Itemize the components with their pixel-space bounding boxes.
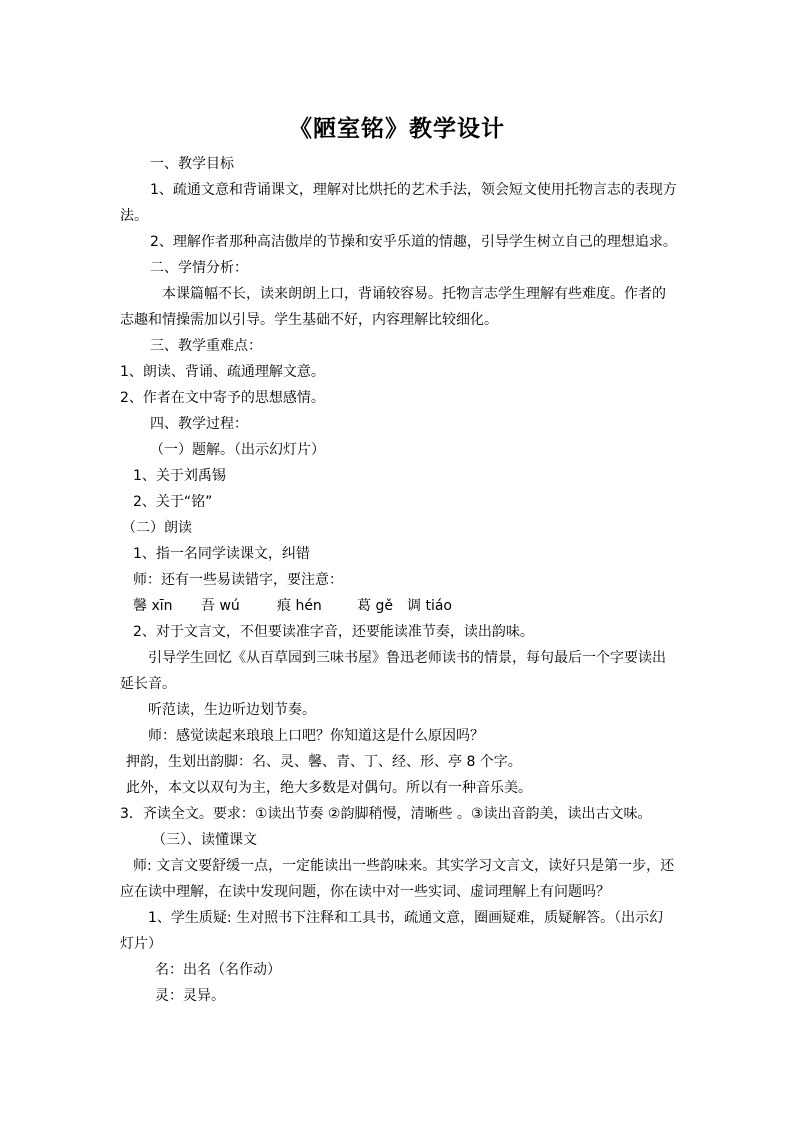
text-line: 师：还有一些易读错字，要注意： (133, 572, 343, 588)
pinyin-item: 调 tiáo (407, 598, 452, 614)
pinyin-item: 吾 wú (201, 598, 240, 614)
text-line: 志趣和情操需加以引导。学生基础不好，内容理解比较细化。 (120, 312, 498, 328)
text-line: 四、教学过程： (150, 416, 248, 432)
text-line: 1、疏通文意和背诵课文，理解对比烘托的艺术手法，领会短文使用托物言志的表现方 (150, 182, 677, 198)
text-line: 三、教学重难点： (150, 338, 262, 354)
text-line: 1、朗读、背诵、疏通理解文意。 (120, 364, 325, 380)
text-line: 2、关于“铭” (133, 494, 213, 510)
document-title: 《陋室铭》教学设计 (289, 116, 505, 142)
text-line: 2、对于文言文，不但要读准字音，还要能读准节奏，读出韵味。 (133, 624, 534, 640)
text-line: 引导学生回忆《从百草园到三味书屋》鲁迅老师读书的情景，每句最后一个字要读出 (148, 650, 666, 666)
pinyin-item: 馨 xīn (133, 598, 173, 614)
text-line: 押韵，生划出韵脚：名、灵、馨、青、丁、经、形、亭 8 个字。 (126, 754, 522, 770)
pinyin-item: 葛 gě (357, 598, 393, 614)
text-line: 二、学情分析： (150, 260, 248, 276)
text-line: 延长音。 (120, 676, 176, 692)
pinyin-item: 痕 hén (277, 598, 322, 614)
text-line: 名：出名（名作动） (155, 962, 281, 978)
text-line: 3．齐读全文。要求：①读出节奏 ②韵脚稍慢，清晰些 。③读出音韵美，读出古文味。 (120, 806, 652, 822)
text-line: 听范读，生边听边划节奏。 (148, 702, 316, 718)
text-line: 1、关于刘禹锡 (133, 468, 226, 484)
text-line: 应在读中理解，在读中发现问题，你在读中对一些实词、虚词理解上有问题吗？ (120, 884, 610, 900)
text-line: 一、教学目标 (150, 156, 234, 172)
text-line: 本课篇幅不长，读来朗朗上口，背诵较容易。托物言志学生理解有些难度。作者的 (162, 286, 666, 302)
text-line: 2、作者在文中寄予的思想感情。 (120, 390, 325, 406)
text-line: 灵：灵异。 (155, 988, 225, 1004)
text-line: （二）朗读 (122, 520, 192, 536)
text-line: 灯片） (120, 936, 162, 952)
text-line: （三）、读懂课文 (152, 832, 257, 848)
pinyin-row (133, 596, 452, 616)
text-line: 1、指一名同学读课文，纠错 (133, 546, 310, 562)
text-line: 师：感觉读起来琅琅上口吧？你知道这是什么原因吗？ (148, 728, 484, 744)
text-line: 2、理解作者那种高洁傲岸的节操和安乎乐道的情趣，引导学生树立自己的理想追求。 (150, 234, 677, 250)
text-line: 1、学生质疑: 生对照书下注释和工具书，疏通文意，圈画疑难，质疑解答。（出示幻 (148, 910, 664, 926)
text-line: 师: 文言文要舒缓一点，一定能读出一些韵味来。其实学习文言文，读好只是第一步，还 (133, 858, 675, 874)
text-line: 法。 (120, 208, 148, 224)
text-line: （一）题解。（出示幻灯片） (150, 442, 325, 458)
text-line: 此外，本文以双句为主，绝大多数是对偶句。所以有一种音乐美。 (126, 780, 532, 796)
